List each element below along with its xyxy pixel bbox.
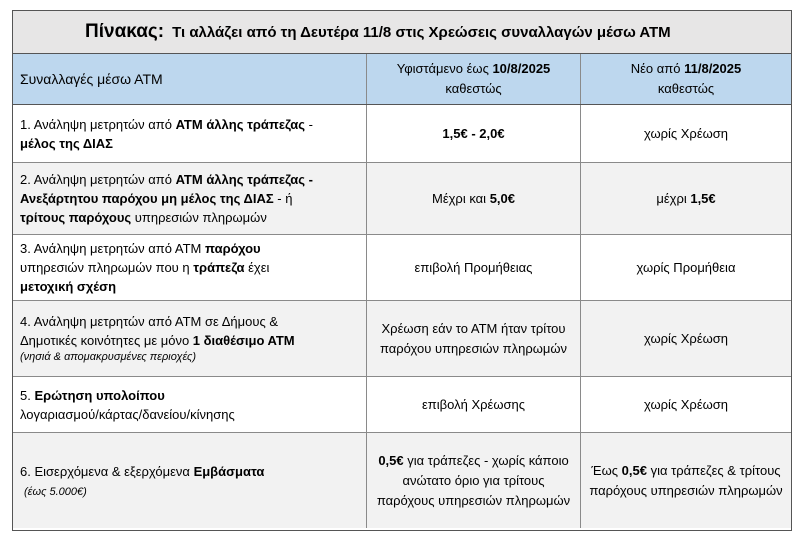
row-2-description: 2. Ανάληψη μετρητών από ΑΤΜ άλλης τράπεζας - Ανεξάρτητου παρόχου μη μέλος της ΔΙΑΣ - ή τρίτους παρόχους υπηρεσιών πληρωμών <box>20 172 313 225</box>
header-col-new: Νέο από 11/8/2025 καθεστώς <box>580 54 791 104</box>
table-row <box>13 377 791 433</box>
atm-fees-table <box>12 10 792 531</box>
row-4-current: Χρέωση εάν το ΑΤΜ ήταν τρίτου παρόχου υπηρεσιών πληρωμών <box>366 301 580 376</box>
row-2-new: μέχρι 1,5€ <box>580 163 791 234</box>
row-6-current: 0,5€ για τράπεζες - χωρίς κάποιο ανώτατο όριο για τρίτους παρόχους υπηρεσιών πληρωμών <box>366 433 580 528</box>
row-1-current: 1,5€ - 2,0€ <box>366 105 580 162</box>
table-row <box>13 433 791 528</box>
row-1-description: 1. Ανάληψη μετρητών από ΑΤΜ άλλης τράπεζας - μέλος της ΔΙΑΣ <box>20 116 314 151</box>
title-main: Πίνακας: <box>85 21 165 42</box>
table-row <box>13 301 791 377</box>
row-5-description: 5. Ερώτηση υπολοίπου λογαριασμού/κάρτας/δανείου/κίνησης <box>20 387 235 422</box>
row-6-note: (έως 5.000€) <box>24 485 87 498</box>
row-4-new: χωρίς Χρέωση <box>580 301 791 376</box>
row-6-new: Έως 0,5€ για τράπεζες & τρίτους παρόχους υπηρεσιών πληρωμών <box>580 433 791 528</box>
table-title <box>13 11 791 54</box>
row-3-current: επιβολή Προμήθειας <box>366 235 580 300</box>
title-subtitle: Τι αλλάζει από τη Δευτέρα 11/8 στις Χρεώσεις συναλλαγών μέσω ΑΤΜ <box>172 23 671 41</box>
table-row <box>13 163 791 235</box>
row-3-new: χωρίς Προμήθεια <box>580 235 791 300</box>
table-row <box>13 105 791 163</box>
header-row <box>13 54 791 105</box>
table-row <box>13 235 791 301</box>
row-3-description: 3. Ανάληψη μετρητών από ΑΤΜ παρόχου υπηρεσιών πληρωμών που η τράπεζα έχει μετοχική σχέση <box>20 241 270 294</box>
row-2-current: Μέχρι και 5,0€ <box>366 163 580 234</box>
row-4-description: 4. Ανάληψη μετρητών από ΑΤΜ σε Δήμους & Δημοτικές κοινότητες με μόνο 1 διαθέσιμο ΑΤΜ (νησιά & απομακρυσμένες περιοχές) <box>13 301 366 376</box>
row-6-description: 6. Εισερχόμενα & εξερχόμενα Εμβάσματα (έως 5.000€) <box>13 433 366 528</box>
row-4-note: (νησιά & απομακρυσμένες περιοχές) <box>20 351 197 363</box>
row-1-new: χωρίς Χρέωση <box>580 105 791 162</box>
row-5-new: χωρίς Χρέωση <box>580 377 791 432</box>
row-5-current: επιβολή Χρέωσης <box>366 377 580 432</box>
header-col-current: Υφιστάμενο έως 10/8/2025 καθεστώς <box>366 54 580 104</box>
header-col-transactions: Συναλλαγές μέσω ΑΤΜ <box>20 70 163 87</box>
